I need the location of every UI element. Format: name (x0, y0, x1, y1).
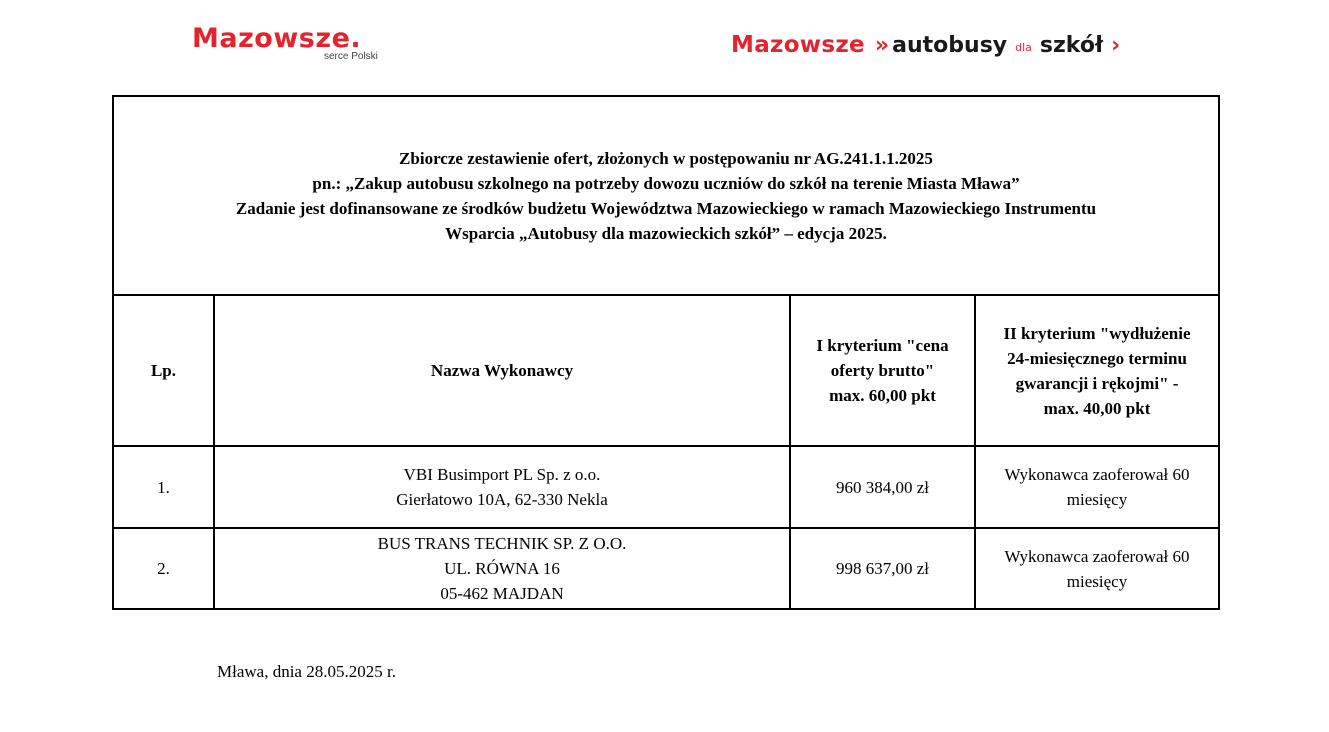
place-and-date: Mława, dnia 28.05.2025 r. (217, 662, 396, 681)
row-contractor-name: BUS TRANS TECHNIK SP. Z O.O. UL. RÓWNA 16 05-462 MAJDAN (214, 528, 790, 609)
table-row (113, 528, 1219, 609)
row-price: 960 384,00 zł (790, 446, 975, 528)
chevron-right-icon: › (1111, 32, 1121, 58)
column-header-warranty-criterion: II kryterium "wydłużenie 24-miesięcznego terminu gwarancji i rękojmi" - max. 40,00 pkt (975, 295, 1219, 446)
row-contractor-name: VBI Busimport PL Sp. z o.o. Gierłatowo 10A, 62-330 Nekla (214, 446, 790, 528)
program-logo-dla: dla (1015, 40, 1032, 54)
program-logo-szkol: szkół (1039, 32, 1104, 58)
column-header-price-criterion: I kryterium "cena oferty brutto" max. 60,00 pkt (790, 295, 975, 446)
mazowsze-tagline: serce Polski (324, 51, 378, 62)
program-logo-mazowsze: Mazowsze (731, 32, 865, 58)
header-procurement-name: pn.: „Zakup autobusu szkolnego na potrzeby dowozu uczniów do szkół na terenie Miasta Mława” (312, 173, 1020, 193)
row-warranty: Wykonawca zaoferował 60 miesięcy (975, 446, 1219, 528)
column-header-contractor-name: Nazwa Wykonawcy (214, 295, 790, 446)
row-warranty: Wykonawca zaoferował 60 miesięcy (975, 528, 1219, 609)
header-title: Zbiorcze zestawienie ofert, złożonych w postępowaniu nr AG.241.1.1.2025 (399, 148, 933, 168)
program-logo-autobusy: autobusy (892, 32, 1008, 58)
autobusy-dla-szkol-logo (731, 28, 1120, 62)
header-funding-line-1: Zadanie jest dofinansowane ze środków budżetu Województwa Mazowieckiego w ramach Mazowieckiego Instrumentu (235, 198, 1097, 218)
offers-summary-table (112, 95, 1220, 610)
row-lp: 1. (113, 446, 214, 528)
table-row (113, 446, 1219, 528)
row-lp: 2. (113, 528, 214, 609)
document-header (113, 96, 1219, 295)
row-price: 998 637,00 zł (790, 528, 975, 609)
mazowsze-logo (192, 22, 402, 68)
column-header-lp: Lp. (113, 295, 214, 446)
mazowsze-wordmark: Mazowsze. (192, 23, 362, 54)
double-chevron-icon: » (874, 32, 885, 58)
header-funding-line-2: Wsparcia „Autobusy dla mazowieckich szkół” – edycja 2025. (445, 223, 887, 243)
